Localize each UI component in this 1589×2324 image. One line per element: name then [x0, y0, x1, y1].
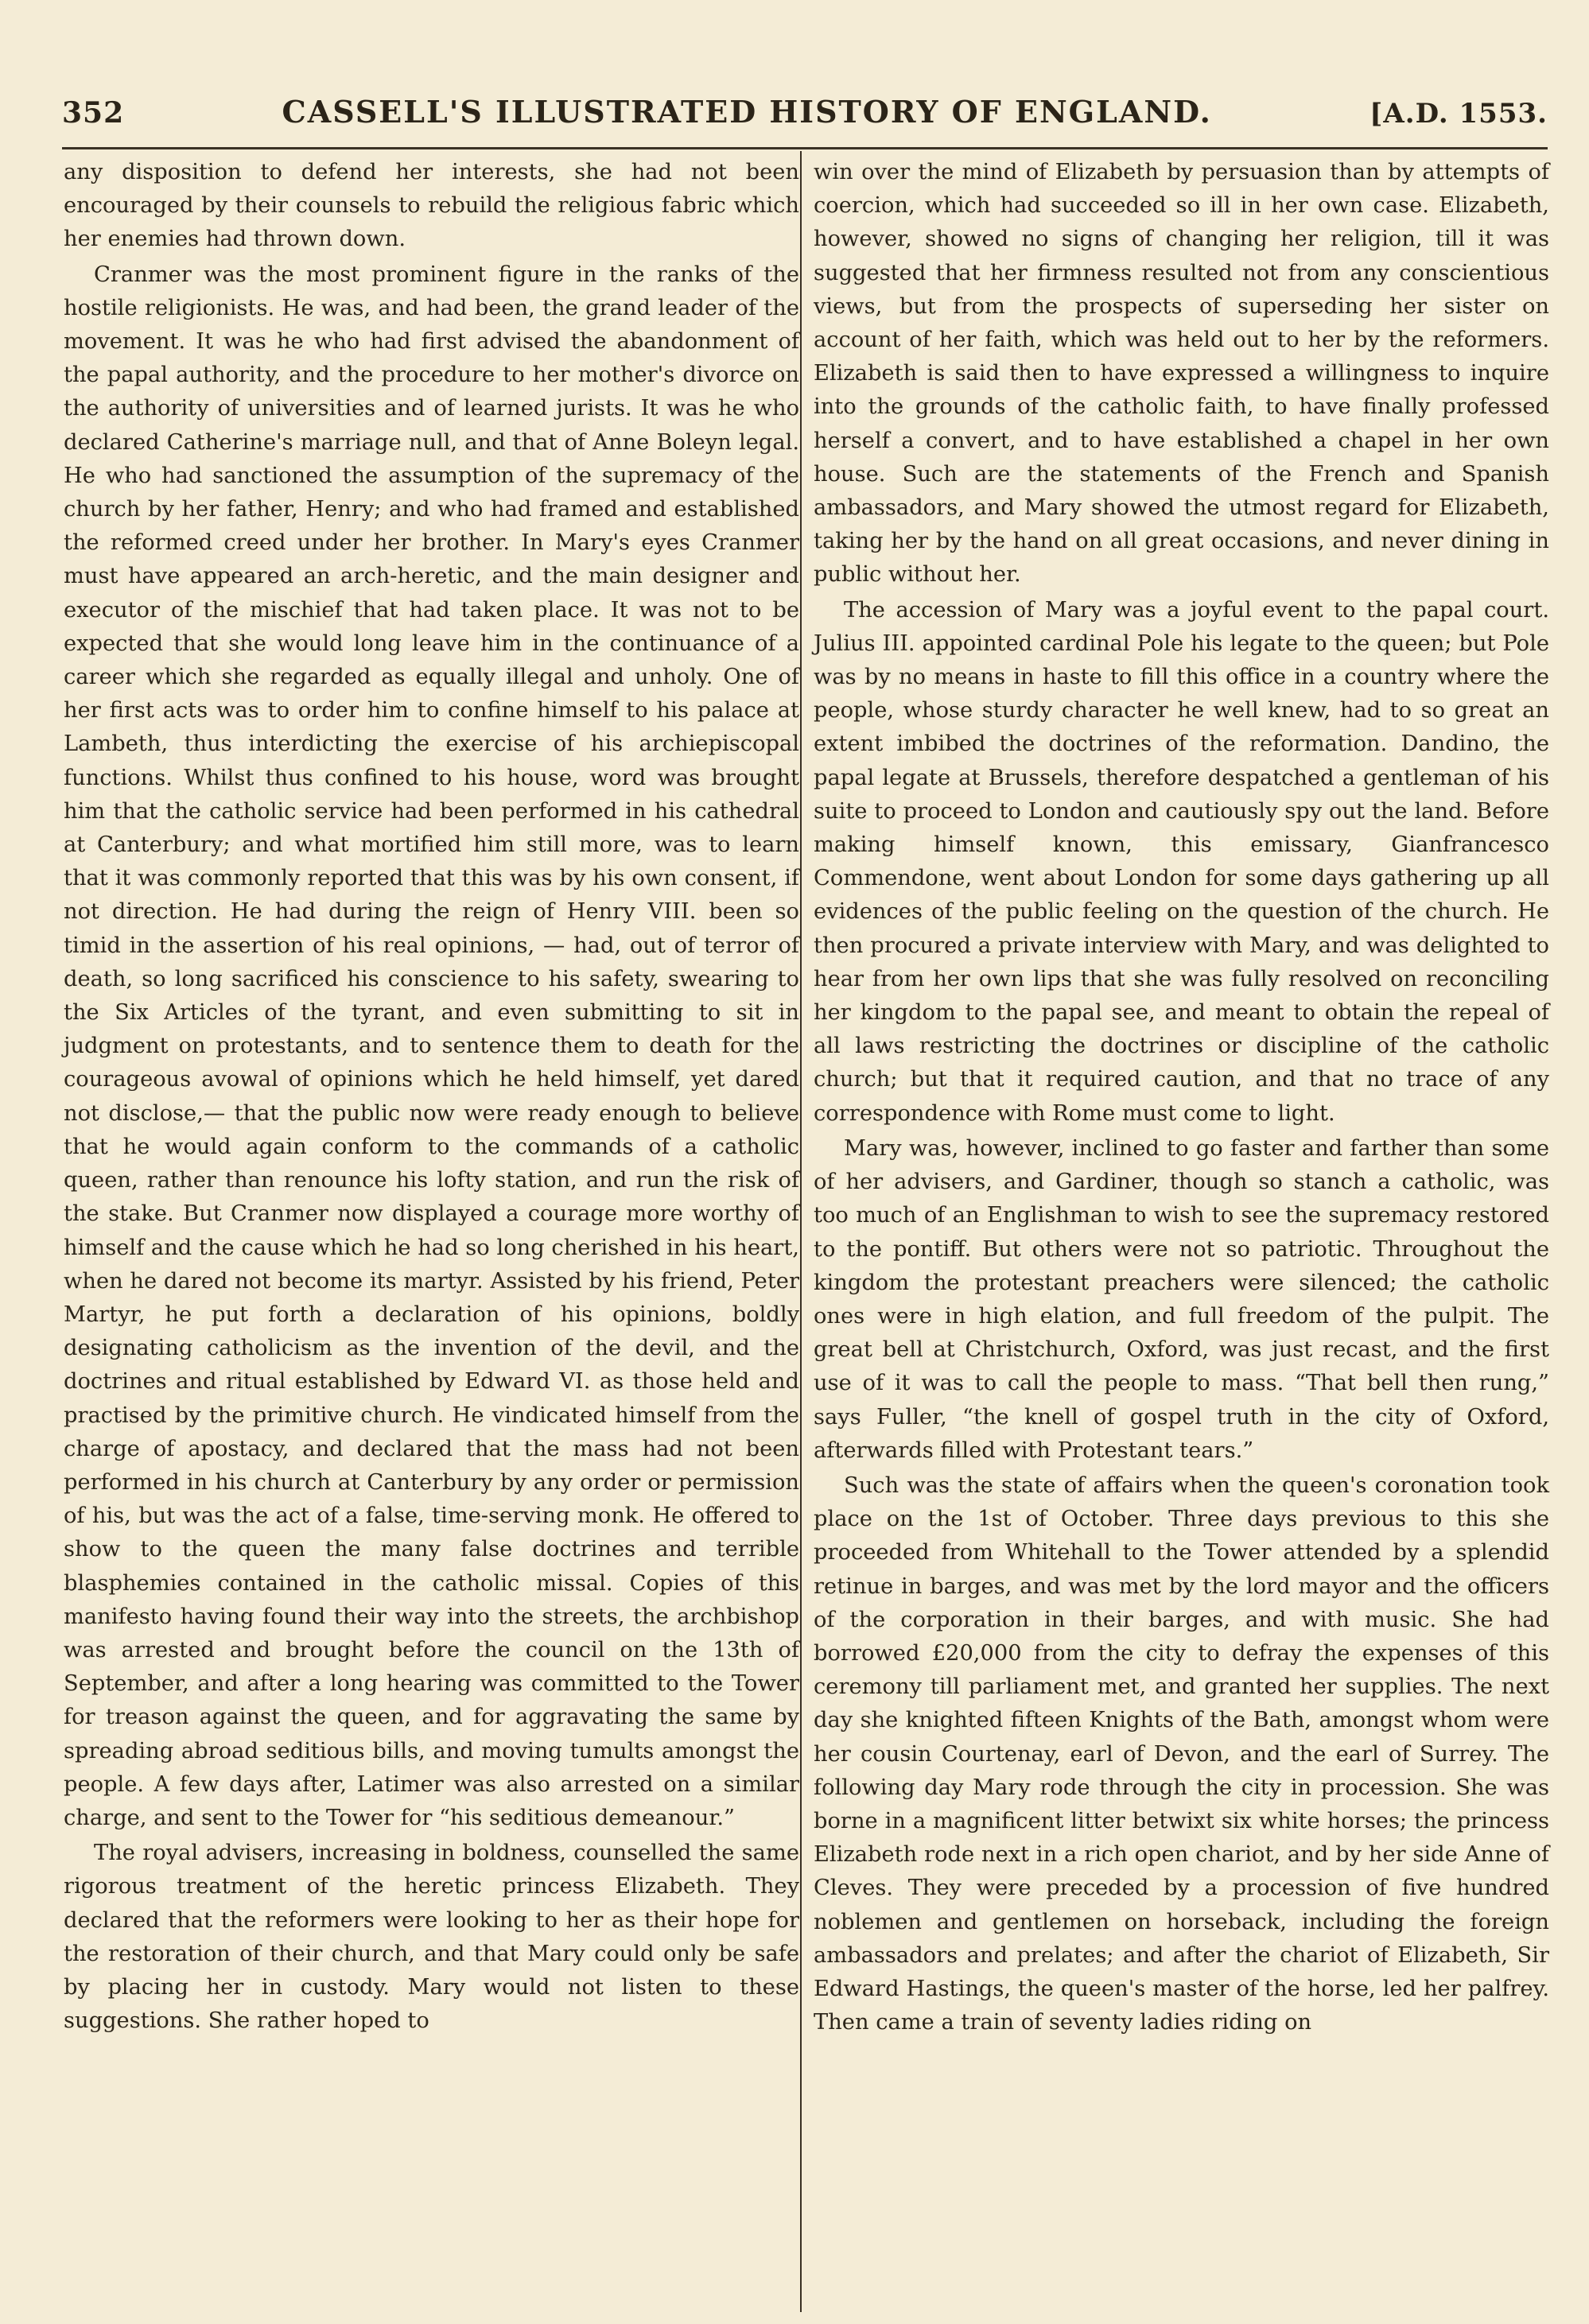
paragraph: The accession of Mary was a joyful event to the papal court. Julius III. appointed cardinal Pole his legate to the queen; but Pole was by no means in haste to fill this office in a country where the people, whose sturdy character he well knew, had to so great an extent imbibed the doctrines of the reformation. Dandino, the papal legate at Brussels, therefore despatched a gentleman of his suite to proceed to London and cautiously spy out the land. Before making himself known, this emissary, Gianfrancesco Commendone, went about London for some days gathering up all evidences of the public feeling on the question of the church. He then procured a private interview with Mary, and was delighted to hear from her own lips that she was fully resolved on reconciling her kingdom to the papal see, and meant to obtain the repeal of all laws restricting the doctrines or discipline of the catholic church; but that it required caution, and that no trace of any correspondence with Rome must come to light.: [814, 597, 1549, 1126]
running-title: CASSELL'S ILLUSTRATED HISTORY OF ENGLAND.: [282, 94, 1212, 130]
paragraph: any disposition to defend her interests, she had not been encouraged by their counsels to rebuild the religious fabric which her enemies had thrown down.: [64, 160, 799, 252]
column-rule: [800, 151, 802, 2312]
paragraph: Mary was, however, inclined to go faster and farther than some of her advisers, and Gardiner, though so stanch a catholic, was too much of an Englishman to wish to see the supremacy restored to the pontiff. But others were not so patriotic. Throughout the kingdom the protestant preachers were silenced; the catholic ones were in high elation, and full freedom of the pulpit. The great bell at Christchurch, Oxford, was just recast, and the first use of it was to call the people to mass. “That bell then rung,” says Fuller, “the knell of gospel truth in the city of Oxford, afterwards filled with Protestant tears.”: [814, 1135, 1549, 1463]
running-header: [62, 94, 1548, 142]
paragraph: The royal advisers, increasing in boldness, counselled the same rigorous treatment of the heretic princess Elizabeth. They declared that the reformers were looking to her as their hope for the restoration of their church, and that Mary could only be safe by placing her in custody. Mary would not listen to these suggestions. She rather hoped to: [64, 1841, 799, 2034]
paragraph: Such was the state of affairs when the queen's coronation took place on the 1st of October. Three days previous to this she proceeded from Whitehall to the Tower attended by a splendid retinue in barges, and was met by the lord mayor and the officers of the corporation in their barges, and with music. She had borrowed £20,000 from the city to defray the expenses of this ceremony till parliament met, and granted her supplies. The next day she knighted fifteen Knights of the Bath, amongst whom were her cousin Courtenay, earl of Devon, and the earl of Surrey. The following day Mary rode through the city in procession. She was borne in a magnificent litter betwixt six white horses; the princess Elizabeth rode next in a rich open chariot, and by her side Anne of Cleves. They were preceded by a procession of five hundred noblemen and gentlemen on horseback, including the foreign ambassadors and prelates; and after the chariot of Elizabeth, Sir Edward Hastings, the queen's master of the horse, led her palfrey. Then came a train of seventy ladies riding on: [814, 1472, 1549, 2035]
paragraph: win over the mind of Elizabeth by persuasion than by attempts of coercion, which had succeeded so ill in her own case. Elizabeth, however, showed no signs of changing her religion, till it was suggested that her firmness resulted not from any conscientious views, but from the prospects of superseding her sister on account of her faith, which was held out to her by the reformers. Elizabeth is said then to have expressed a willingness to inquire into the grounds of the catholic faith, to have finally professed herself a convert, and to have established a chapel in her own house. Such are the statements of the French and Spanish ambassadors, and Mary showed the utmost regard for Elizabeth, taking her by the hand on all great occasions, and never dining in public without her.: [814, 160, 1549, 588]
paragraph: Cranmer was the most prominent figure in the ranks of the hostile religionists. He was, and had been, the grand leader of the movement. It was he who had first advised the abandonment of the papal authority, and the procedure to her mother's divorce on the authority of universities and of learned jurists. It was he who declared Catherine's marriage null, and that of Anne Boleyn legal. He who had sanctioned the assumption of the supremacy of the church by her father, Henry; and who had framed and established the reformed creed under her brother. In Mary's eyes Cranmer must have appeared an arch-heretic, and the main designer and executor of the mischief that had taken place. It was not to be expected that she would long leave him in the continuance of a career which she regarded as equally illegal and unholy. One of her first acts was to order him to confine himself to his palace at Lambeth, thus interdicting the exercise of his archiepiscopal functions. Whilst thus confined to his house, word was brought him that the catholic service had been performed in his cathedral at Canterbury; and what mortified him still more, was to learn that it was commonly reported that this was by his own consent, if not direction. He had during the reign of Henry VIII. been so timid in the assertion of his real opinions, — had, out of terror of death, so long sacrificed his conscience to his safety, swearing to the Six Articles of the tyrant, and even submitting to sit in judgment on protestants, and to sentence them to death for the courageous avowal of opinions which he held himself, yet dared not disclose,— that the public now were ready enough to believe that he would again conform to the commands of a catholic queen, rather than renounce his lofty station, and run the risk of the stake. But Cranmer now displayed a courage more worthy of himself and the cause which he had so long cherished in his heart, when he dared not become its martyr. Assisted by his friend, Peter Martyr, he put forth a declaration of his opinions, boldly designating catholicism as the invention of the devil, and the doctrines and ritual established by Edward VI. as those held and practised by the primitive church. He vindicated himself from the charge of apostacy, and declared that the mass had not been performed in his church at Canterbury by any order or permission of his, but was the act of a false, time-serving monk. He offered to show to the queen the many false doctrines and terrible blasphemies contained in the catholic missal. Copies of this manifesto having found their way into the streets, the archbishop was arrested and brought before the council on the 13th of September, and after a long hearing was committed to the Tower for treason against the queen, and for aggravating the same by spreading abroad seditious bills, and moving tumults amongst the people. A few days after, Latimer was also arrested on a similar charge, and sent to the Tower for “his seditious demeanour.”: [64, 262, 799, 1830]
header-rule: [62, 147, 1548, 149]
right-column: [814, 156, 1549, 2039]
page-number: 352: [62, 96, 125, 130]
running-date: [A.D. 1553.: [1369, 98, 1548, 130]
left-column: [64, 156, 799, 2038]
